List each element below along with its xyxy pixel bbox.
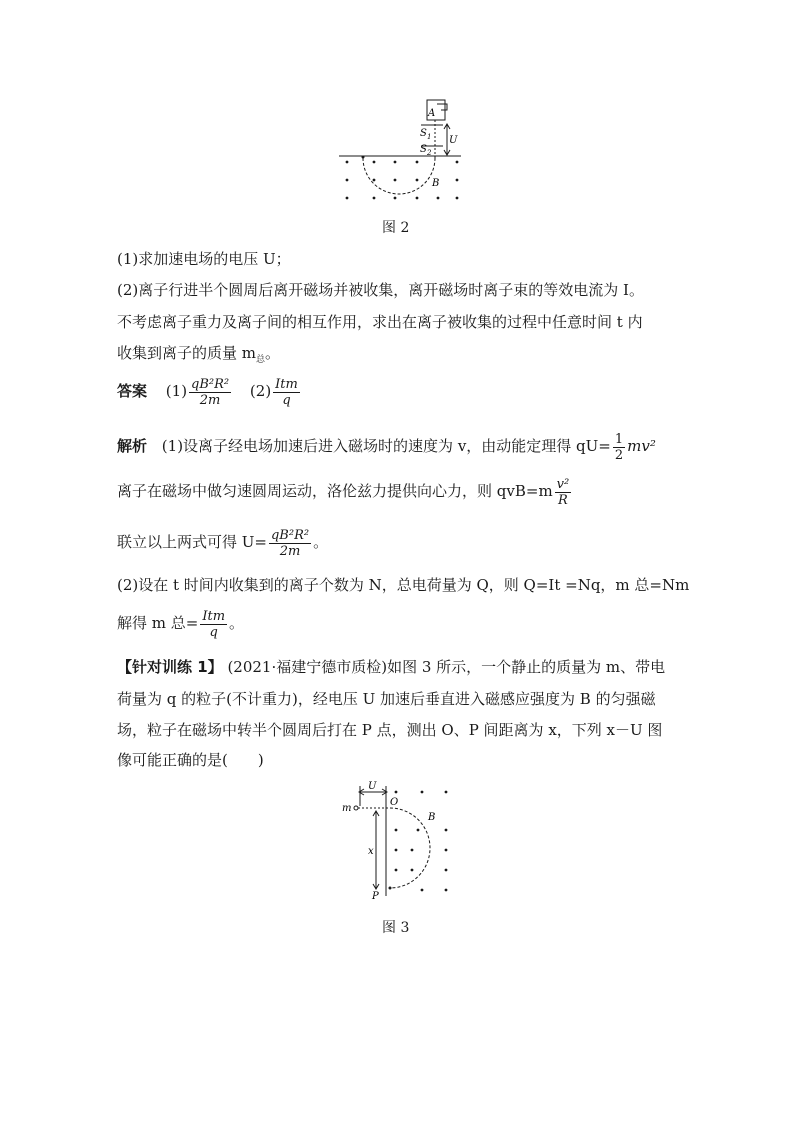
analysis-line-2: 离子在磁场中做匀速圆周运动，洛伦兹力提供向心力，则 qvB=m $\frac{\text{v²}}{R}$ [117, 476, 570, 508]
analysis-line-4: (2)设在 t 时间内收集到的离子个数为 N，总电荷量为 Q，则 Q=It =Nq，m 总=Nm [117, 576, 690, 594]
training-line-3: 场，粒子在磁场中转半个圆周后打在 P 点，测出 O、P 间距离为 x，下列 x－U 图 [117, 721, 663, 739]
label-S2: S [420, 144, 427, 155]
label-B-fig3: B [428, 812, 436, 823]
label-S1: S [420, 128, 427, 139]
label-U: U [449, 135, 458, 146]
figure-3-caption: 图 3 [382, 920, 410, 936]
label-x: x [368, 846, 374, 857]
answer-2-fraction: $\frac{\text{Itm}}{q}$ [275, 376, 298, 408]
label-S1-sub: 1 [427, 133, 432, 141]
question-2-line-3: 收集到离子的质量 $m_总$。 [117, 344, 281, 365]
analysis-label: 解析 [117, 437, 148, 455]
magnetic-field-dots-fig3 [395, 791, 448, 892]
label-P: P [372, 891, 379, 902]
magnetic-field-dots [346, 161, 459, 200]
label-m: m [342, 803, 352, 814]
figure-3-diagram [338, 778, 458, 903]
training-line-4: 像可能正确的是( ) [117, 751, 264, 769]
label-A: A [428, 108, 436, 119]
label-S2-sub: 2 [427, 149, 432, 157]
answer-label: 答案 [117, 382, 148, 400]
training-tag: 【针对训练 1】 [117, 658, 223, 676]
question-2-line-2: 不考虑离子重力及离子间的相互作用，求出在离子被收集的过程中任意时间 t 内 [117, 313, 643, 331]
particle [354, 806, 358, 810]
training-line-1: 【针对训练 1】 (2021·福建宁德市质检)如图 3 所示，一个静止的质量为 m、带电 [117, 658, 666, 676]
particle-semicircle-path [390, 808, 430, 888]
ion-semicircle-path [363, 158, 435, 194]
question-1: (1)求加速电场的电压 U； [117, 250, 291, 268]
answer-line: 答案 (1) $\frac{\text{qB²R²}}{2m}$ (2) $\frac{\text{Itm}}{q}$ [117, 376, 298, 408]
analysis-line-3: 联立以上两式可得 U= $\frac{\text{qB²R²}}{2m}$ 。 [117, 527, 329, 559]
analysis-line-5: 解得 m 总= $\frac{\text{Itm}}{q}$ 。 [117, 608, 245, 640]
figure-2-diagram [335, 96, 465, 206]
label-U-fig3: U [368, 781, 377, 792]
training-line-2: 荷量为 q 的粒子(不计重力)，经电压 U 加速后垂直进入磁感应强度为 B 的匀强磁 [117, 690, 656, 708]
analysis-line-1: 解析 (1)设离子经电场加速后进入磁场时的速度为 v，由动能定理得 qU= $\frac{1}{2}$ mv² [117, 431, 656, 463]
figure-2-caption: 图 2 [382, 220, 410, 236]
question-2-line-1: (2)离子行进半个圆周后离开磁场并被收集，离开磁场时离子束的等效电流为 I。 [117, 281, 644, 299]
answer-1-fraction: $\frac{\text{qB²R²}}{2m}$ [191, 376, 230, 408]
label-O: O [390, 797, 399, 808]
label-B: B [432, 178, 440, 189]
